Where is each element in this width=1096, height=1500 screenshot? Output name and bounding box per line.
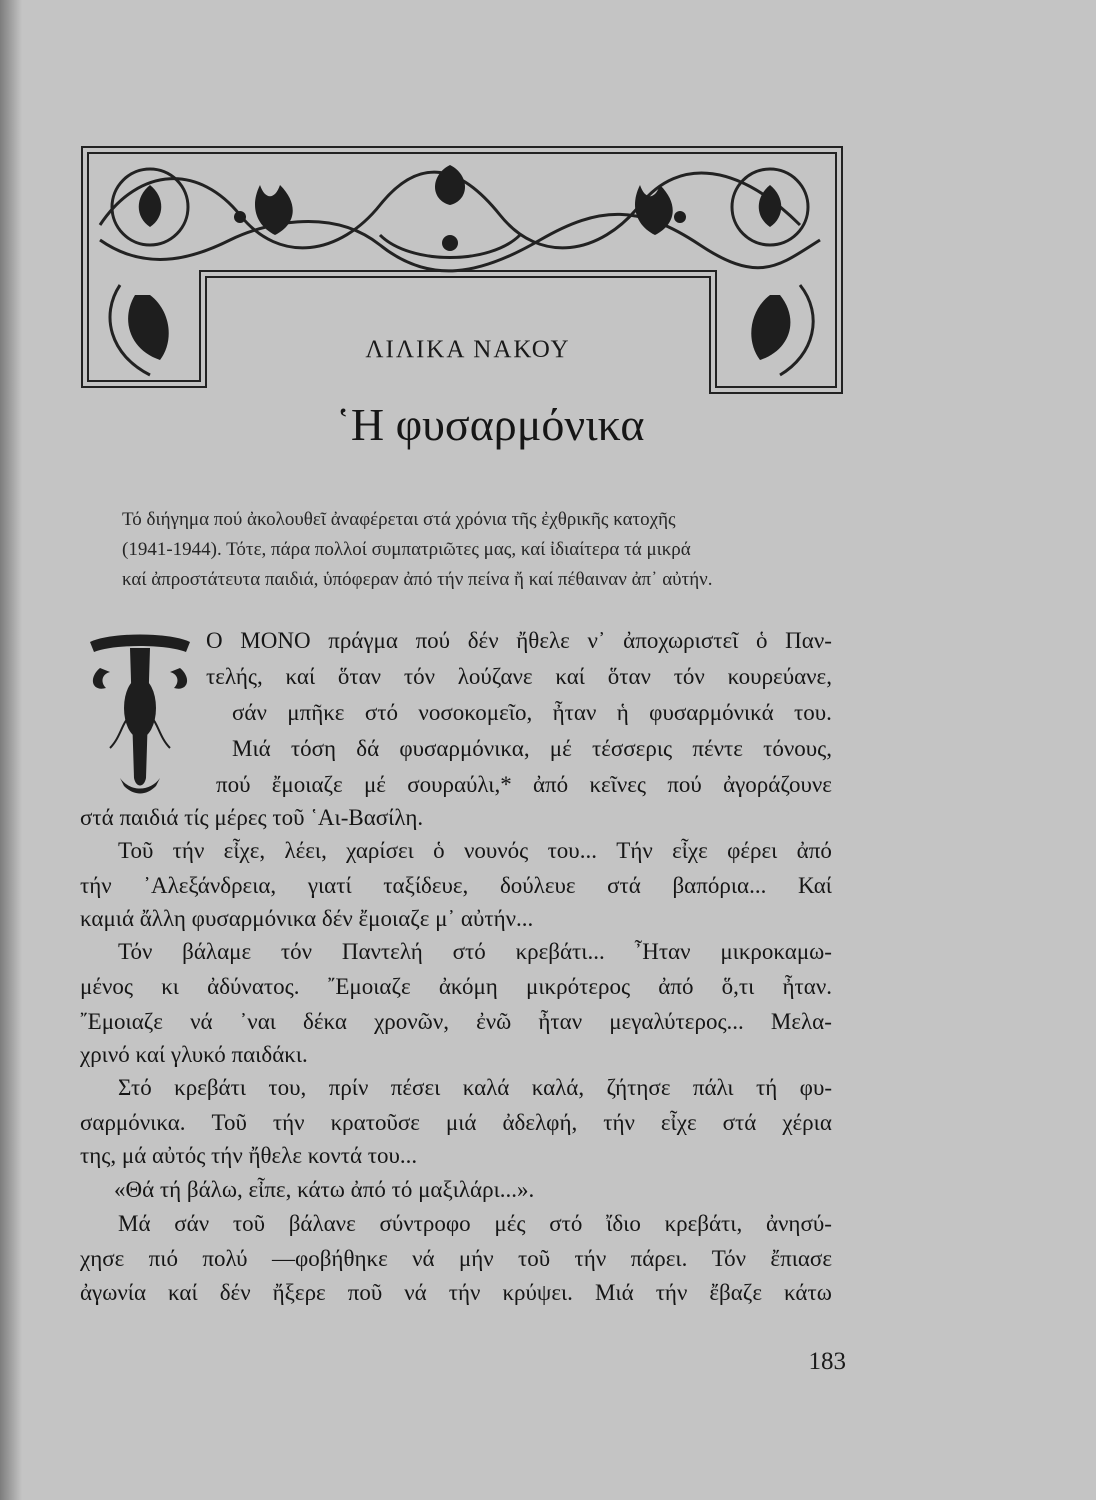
word: εἶχε bbox=[672, 838, 708, 863]
text-line bbox=[206, 628, 832, 654]
word: τόν bbox=[673, 664, 705, 689]
word: ἀπό bbox=[658, 974, 694, 999]
word: ἔπιασε bbox=[770, 1246, 832, 1271]
word: του. bbox=[794, 700, 832, 725]
word: ἡ bbox=[616, 700, 629, 725]
word: ὁ bbox=[433, 838, 445, 863]
word: του, bbox=[268, 1075, 307, 1100]
word: πάλι bbox=[692, 1075, 734, 1100]
word: νά bbox=[412, 1246, 435, 1271]
word: πρίν bbox=[328, 1075, 369, 1100]
word: μένος bbox=[80, 974, 133, 999]
word: ἤθελε bbox=[516, 628, 570, 653]
word: ὅ,τι bbox=[721, 974, 755, 999]
word: Τόν bbox=[711, 1246, 747, 1271]
word: ῎Εμοιαζε bbox=[327, 974, 411, 999]
text-line: καμιά ἄλλη φυσαρμόνικα δέν ἔμοιαζε μ᾽ αὐτήν... bbox=[80, 906, 534, 931]
word: δούλευε bbox=[499, 873, 576, 898]
word: ῎Εμοιαζε bbox=[80, 1009, 163, 1034]
word: ἀπό bbox=[796, 838, 832, 863]
word: καί bbox=[168, 1280, 198, 1305]
word: τόση bbox=[290, 736, 337, 761]
text-line bbox=[80, 873, 832, 899]
word: μεγαλύτερος... bbox=[609, 1009, 744, 1034]
word: μήν bbox=[458, 1246, 494, 1271]
word: φέρει bbox=[727, 838, 778, 863]
word: —φοβήθηκε bbox=[271, 1246, 388, 1271]
intro-line: (1941-1944). Τότε, πάρα πολλοί συμπατριῶτες μας, καί ἰδιαίτερα τά μικρά bbox=[122, 539, 691, 560]
word: πέσει bbox=[390, 1075, 441, 1100]
word: τοῦ bbox=[518, 1246, 551, 1271]
word: ᾽Αλεξάνδρεια, bbox=[143, 873, 277, 898]
word: ᾽ναι bbox=[239, 1009, 276, 1034]
word: ποῦ bbox=[347, 1280, 383, 1305]
word: μές bbox=[494, 1211, 526, 1236]
word: σουραύλι,* bbox=[407, 772, 512, 797]
word: πέντε bbox=[692, 736, 743, 761]
word: Μιά bbox=[594, 1280, 634, 1305]
word: βάλανε bbox=[288, 1211, 356, 1236]
word: τήν bbox=[655, 1280, 688, 1305]
word: τέσσερις bbox=[591, 736, 673, 761]
word: τήν bbox=[603, 1110, 635, 1135]
word: νουνός bbox=[463, 838, 529, 863]
word: Μά bbox=[118, 1211, 151, 1236]
word: φυ- bbox=[799, 1075, 832, 1100]
word: δέν bbox=[467, 628, 499, 653]
word: Τοῦ bbox=[118, 838, 154, 863]
word: πού bbox=[667, 772, 702, 797]
word: ἤξερε bbox=[272, 1280, 326, 1305]
word: πράγμα bbox=[328, 628, 398, 653]
word: ἀπό bbox=[533, 772, 569, 797]
word: πιό bbox=[148, 1246, 178, 1271]
word: ἔμοιαζε bbox=[271, 772, 343, 797]
word: τόνους, bbox=[763, 736, 832, 761]
author-name: ΛΙΛΙΚΑ ΝΑΚΟΥ bbox=[365, 336, 571, 363]
word: Τοῦ bbox=[211, 1110, 247, 1135]
word: φυσαρμόνικά bbox=[649, 700, 774, 725]
word: σάν bbox=[174, 1211, 210, 1236]
word: κρύψει. bbox=[502, 1280, 573, 1305]
text-line bbox=[118, 838, 832, 864]
word: ἦταν. bbox=[782, 974, 832, 999]
text-line bbox=[80, 1110, 832, 1136]
word: καλά, bbox=[531, 1075, 585, 1100]
word: βάλαμε bbox=[182, 939, 252, 964]
word: σαρμόνικα. bbox=[80, 1110, 186, 1135]
word: ἀγωνία bbox=[80, 1280, 146, 1305]
word: δέκα bbox=[303, 1009, 347, 1034]
word: τήν bbox=[80, 873, 112, 898]
word: νοσοκομεῖο, bbox=[418, 700, 533, 725]
word: Καί bbox=[797, 873, 832, 898]
intro-line: καί ἀπροστάτευτα παιδιά, ὑπόφεραν ἀπό τήν πείνα ἤ καί πέθαιναν ἀπ᾽ αὐτήν. bbox=[122, 569, 713, 590]
text-line bbox=[232, 736, 832, 762]
word: ὅταν bbox=[607, 664, 651, 689]
word: εἶχε bbox=[660, 1110, 697, 1135]
word: στό bbox=[364, 700, 399, 725]
word: νά bbox=[190, 1009, 213, 1034]
word: κρεβάτι... bbox=[515, 939, 605, 964]
word: στά bbox=[607, 873, 641, 898]
intro-line: Τό διήγημα πού ἀκολουθεῖ ἀναφέρεται στά χρόνια τῆς ἐχθρικῆς κατοχῆς bbox=[122, 509, 676, 530]
word: πολύ bbox=[202, 1246, 248, 1271]
text-line: της, μά αὐτός τήν ἤθελε κοντά του... bbox=[80, 1143, 418, 1168]
word: βαπόρια... bbox=[672, 873, 767, 898]
word: Τόν bbox=[118, 939, 153, 964]
word: τήν bbox=[448, 1280, 481, 1305]
word: κι bbox=[161, 974, 179, 999]
word: στά bbox=[722, 1110, 757, 1135]
text-line bbox=[118, 939, 832, 965]
word: τή bbox=[756, 1075, 778, 1100]
word: Παντελή bbox=[341, 939, 423, 964]
word: λούζανε bbox=[457, 664, 533, 689]
word: κρεβάτι bbox=[174, 1075, 247, 1100]
text-line bbox=[118, 1075, 832, 1101]
word: δά bbox=[356, 736, 380, 761]
word: ἀκόμη bbox=[438, 974, 498, 999]
word: φυσαρμόνικα, bbox=[399, 736, 530, 761]
word: κεῖνες bbox=[589, 772, 647, 797]
word: καλά bbox=[462, 1075, 510, 1100]
word: μιά bbox=[445, 1110, 477, 1135]
word: ἀγοράζουνε bbox=[723, 772, 832, 797]
word: τήν bbox=[574, 1246, 607, 1271]
word: κρατοῦσε bbox=[330, 1110, 420, 1135]
word: τελής, bbox=[206, 664, 263, 689]
word: Μιά bbox=[232, 736, 271, 761]
word: τοῦ bbox=[232, 1211, 265, 1236]
word: του... bbox=[547, 838, 597, 863]
word: κρεβάτι, bbox=[664, 1211, 743, 1236]
text-line bbox=[216, 772, 832, 798]
word: γιατί bbox=[307, 873, 352, 898]
word: δέν bbox=[219, 1280, 251, 1305]
word: ῏Ηταν bbox=[634, 939, 691, 964]
word: ὅταν bbox=[337, 664, 382, 689]
text-line: στά παιδιά τίς μέρες τοῦ ῾Αι-Βασίλη. bbox=[80, 805, 424, 830]
text-line: «Θά τή βάλω, εἶπε, κάτω ἀπό τό μαξιλάρι...». bbox=[114, 1177, 535, 1202]
word: Ο bbox=[206, 628, 223, 653]
word: καί bbox=[555, 664, 585, 689]
text-line bbox=[80, 1280, 832, 1306]
word: πάρει. bbox=[630, 1246, 688, 1271]
word: μέ bbox=[549, 736, 572, 761]
text-line bbox=[118, 1211, 832, 1237]
text-line bbox=[80, 1246, 832, 1272]
word: τόν bbox=[403, 664, 435, 689]
word: Παν- bbox=[785, 628, 832, 653]
text-line bbox=[80, 974, 832, 1000]
text-line: χρινό καί γλυκό παιδάκι. bbox=[80, 1042, 308, 1067]
word: στό bbox=[549, 1211, 583, 1236]
word: μέ bbox=[363, 772, 386, 797]
word: ἦταν bbox=[552, 700, 597, 725]
word: ἀδελφή, bbox=[502, 1110, 578, 1135]
word: μπῆκε bbox=[287, 700, 345, 725]
word: ἦταν bbox=[538, 1009, 583, 1034]
text-line bbox=[232, 700, 832, 726]
word: ζήτησε bbox=[606, 1075, 671, 1100]
word: λέει, bbox=[284, 838, 327, 863]
word: τήν bbox=[172, 838, 205, 863]
page-number: 183 bbox=[808, 1348, 846, 1375]
word: τήν bbox=[272, 1110, 305, 1135]
word: Στό bbox=[118, 1075, 152, 1100]
word: εἶχε, bbox=[223, 838, 266, 863]
word: ἀνησύ- bbox=[765, 1211, 832, 1236]
word: κουρεύανε, bbox=[727, 664, 832, 689]
word: ἀποχωριστεῖ bbox=[623, 628, 739, 653]
word: ΜΟΝΟ bbox=[240, 628, 311, 653]
word: χρονῶν, bbox=[374, 1009, 449, 1034]
word: σύντροφο bbox=[379, 1211, 471, 1236]
word: Μελα- bbox=[770, 1009, 832, 1034]
word: νά bbox=[404, 1280, 427, 1305]
word: Τήν bbox=[616, 838, 653, 863]
word: πού bbox=[216, 772, 251, 797]
word: ὁ bbox=[756, 628, 768, 653]
word: μικρότερος bbox=[526, 974, 631, 999]
story-title: ῾Η φυσαρμόνικα bbox=[335, 399, 645, 450]
word: σάν bbox=[232, 700, 267, 725]
word: κάτω bbox=[784, 1280, 832, 1305]
word: ἔβαζε bbox=[709, 1280, 762, 1305]
word: χαρίσει bbox=[346, 838, 414, 863]
word: ἐνῶ bbox=[476, 1009, 512, 1034]
word: τόν bbox=[280, 939, 313, 964]
word: ἀδύνατος. bbox=[207, 974, 300, 999]
word: ταξίδευε, bbox=[383, 873, 469, 898]
word: καί bbox=[285, 664, 316, 689]
word: στό bbox=[452, 939, 486, 964]
text-line bbox=[80, 1009, 832, 1035]
text-line bbox=[206, 664, 832, 690]
word: μικροκαμω- bbox=[720, 939, 832, 964]
word: ἴδιο bbox=[606, 1211, 641, 1236]
word: ν᾽ bbox=[587, 628, 606, 653]
word: πού bbox=[415, 628, 451, 653]
word: χέρια bbox=[782, 1110, 832, 1135]
word: χησε bbox=[80, 1246, 125, 1271]
